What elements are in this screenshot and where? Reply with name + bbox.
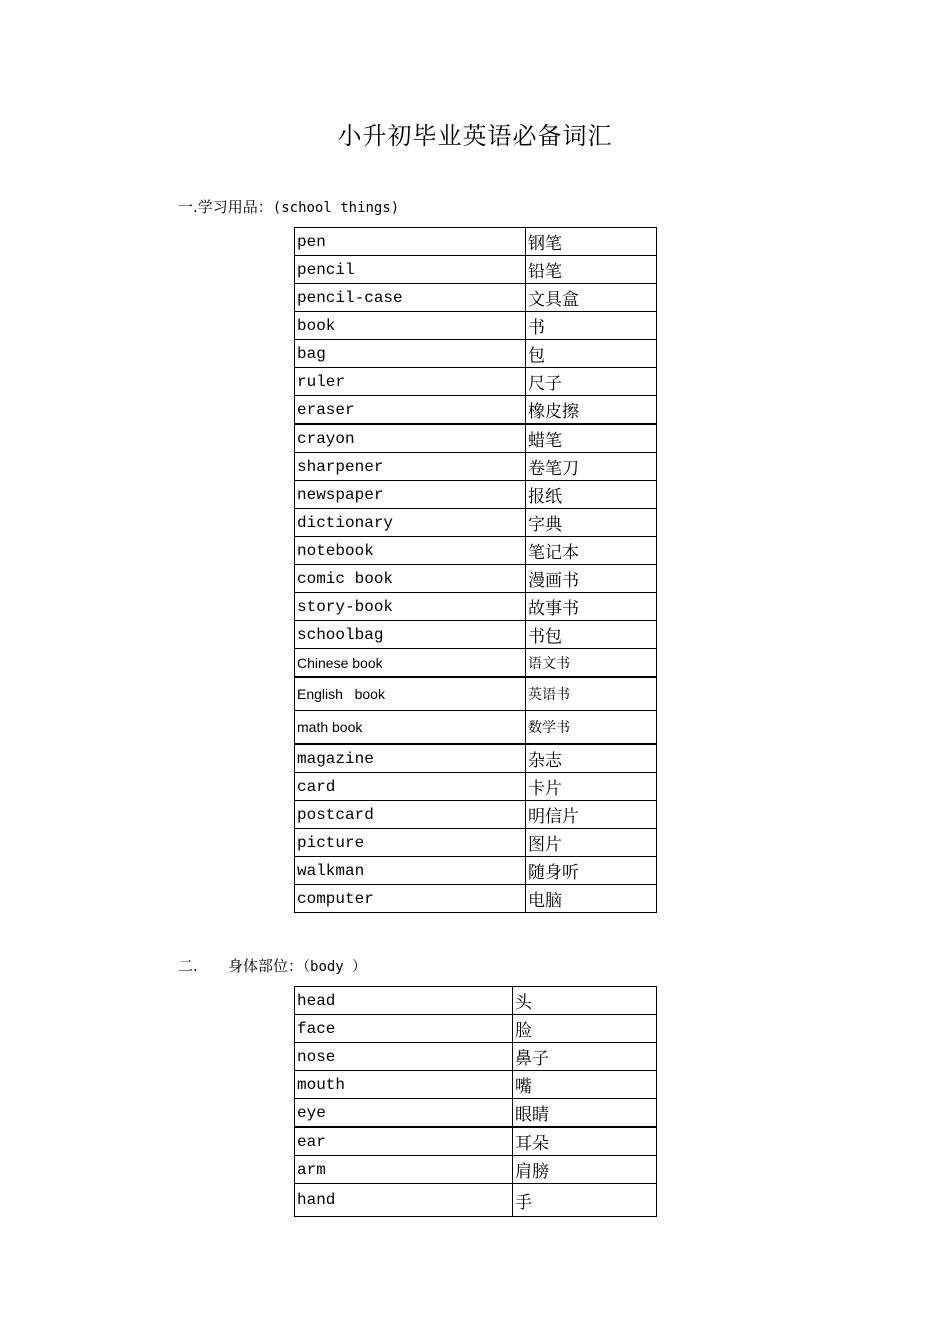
chinese-meaning: 铅笔 [526,256,657,284]
english-word: English book [295,677,526,711]
table-row [295,593,657,621]
table-row [295,340,657,368]
section-heading-school-things [178,196,399,217]
chinese-meaning: 故事书 [526,593,657,621]
table-row [295,711,657,745]
page-title: 小升初毕业英语必备词汇 [337,122,613,150]
english-word: head [295,987,513,1015]
chinese-meaning: 尺子 [526,368,657,396]
table-row [295,284,657,312]
chinese-meaning: 数学书 [526,711,657,745]
chinese-meaning: 报纸 [526,481,657,509]
table-row [295,396,657,425]
english-word: nose [295,1043,513,1071]
table-row [295,537,657,565]
vocab-table-school-things [294,227,657,913]
table-row [295,565,657,593]
table-row [295,1015,657,1043]
table-row [295,228,657,256]
table-row [295,829,657,857]
chinese-meaning: 漫画书 [526,565,657,593]
chinese-meaning: 图片 [526,829,657,857]
chinese-meaning: 肩膀 [513,1156,657,1184]
section-heading-body [178,955,366,976]
table-row [295,368,657,396]
table-row [295,1071,657,1099]
chinese-meaning: 蜡笔 [526,424,657,453]
english-word: dictionary [295,509,526,537]
table-row [295,773,657,801]
english-word: arm [295,1156,513,1184]
english-word: picture [295,829,526,857]
chinese-meaning: 明信片 [526,801,657,829]
table-row [295,481,657,509]
chinese-meaning: 嘴 [513,1071,657,1099]
chinese-meaning: 眼睛 [513,1099,657,1128]
chinese-meaning: 头 [513,987,657,1015]
chinese-meaning: 英语书 [526,677,657,711]
chinese-meaning: 鼻子 [513,1043,657,1071]
table-row [295,621,657,649]
section-heading-en: (school things) [272,200,400,216]
english-word: walkman [295,857,526,885]
english-word: pen [295,228,526,256]
table-row [295,1043,657,1071]
english-word: crayon [295,424,526,453]
table-row [295,424,657,453]
table-row [295,857,657,885]
chinese-meaning: 字典 [526,509,657,537]
table-row [295,649,657,678]
english-word: pencil-case [295,284,526,312]
english-word: math book [295,711,526,745]
chinese-meaning: 书包 [526,621,657,649]
chinese-meaning: 钢笔 [526,228,657,256]
vocab-table-body [294,986,657,1217]
chinese-meaning: 杂志 [526,744,657,773]
table-row [295,987,657,1015]
chinese-meaning: 包 [526,340,657,368]
english-word: comic book [295,565,526,593]
chinese-meaning: 随身听 [526,857,657,885]
english-word: ruler [295,368,526,396]
chinese-meaning: 耳朵 [513,1127,657,1156]
english-word: sharpener [295,453,526,481]
chinese-meaning: 脸 [513,1015,657,1043]
english-word: mouth [295,1071,513,1099]
table-row [295,256,657,284]
table-row [295,509,657,537]
table-row [295,677,657,711]
english-word: ear [295,1127,513,1156]
table-row [295,1156,657,1184]
chinese-meaning: 手 [513,1184,657,1217]
chinese-meaning: 笔记本 [526,537,657,565]
english-word: face [295,1015,513,1043]
english-word: story-book [295,593,526,621]
english-word: magazine [295,744,526,773]
english-word: computer [295,885,526,913]
chinese-meaning: 书 [526,312,657,340]
table-row [295,885,657,913]
table-row [295,801,657,829]
chinese-meaning: 橡皮擦 [526,396,657,425]
english-word: pencil [295,256,526,284]
section-heading-en: （body ） [303,959,367,975]
chinese-meaning: 电脑 [526,885,657,913]
table-row [295,1127,657,1156]
english-word: postcard [295,801,526,829]
table-row [295,1099,657,1128]
english-word: hand [295,1184,513,1217]
english-word: eraser [295,396,526,425]
chinese-meaning: 语文书 [526,649,657,678]
english-word: book [295,312,526,340]
chinese-meaning: 文具盒 [526,284,657,312]
english-word: notebook [295,537,526,565]
table-row [295,312,657,340]
chinese-meaning: 卷笔刀 [526,453,657,481]
section-heading-cn: 一.学习用品： [178,198,273,216]
table-row [295,1184,657,1217]
english-word: eye [295,1099,513,1128]
english-word: bag [295,340,526,368]
chinese-meaning: 卡片 [526,773,657,801]
english-word: card [295,773,526,801]
table-row [295,453,657,481]
english-word: newspaper [295,481,526,509]
section-heading-cn: 身体部位： [228,957,304,975]
english-word: Chinese book [295,649,526,678]
table-row [295,744,657,773]
english-word: schoolbag [295,621,526,649]
section-number: 二. [178,957,198,975]
